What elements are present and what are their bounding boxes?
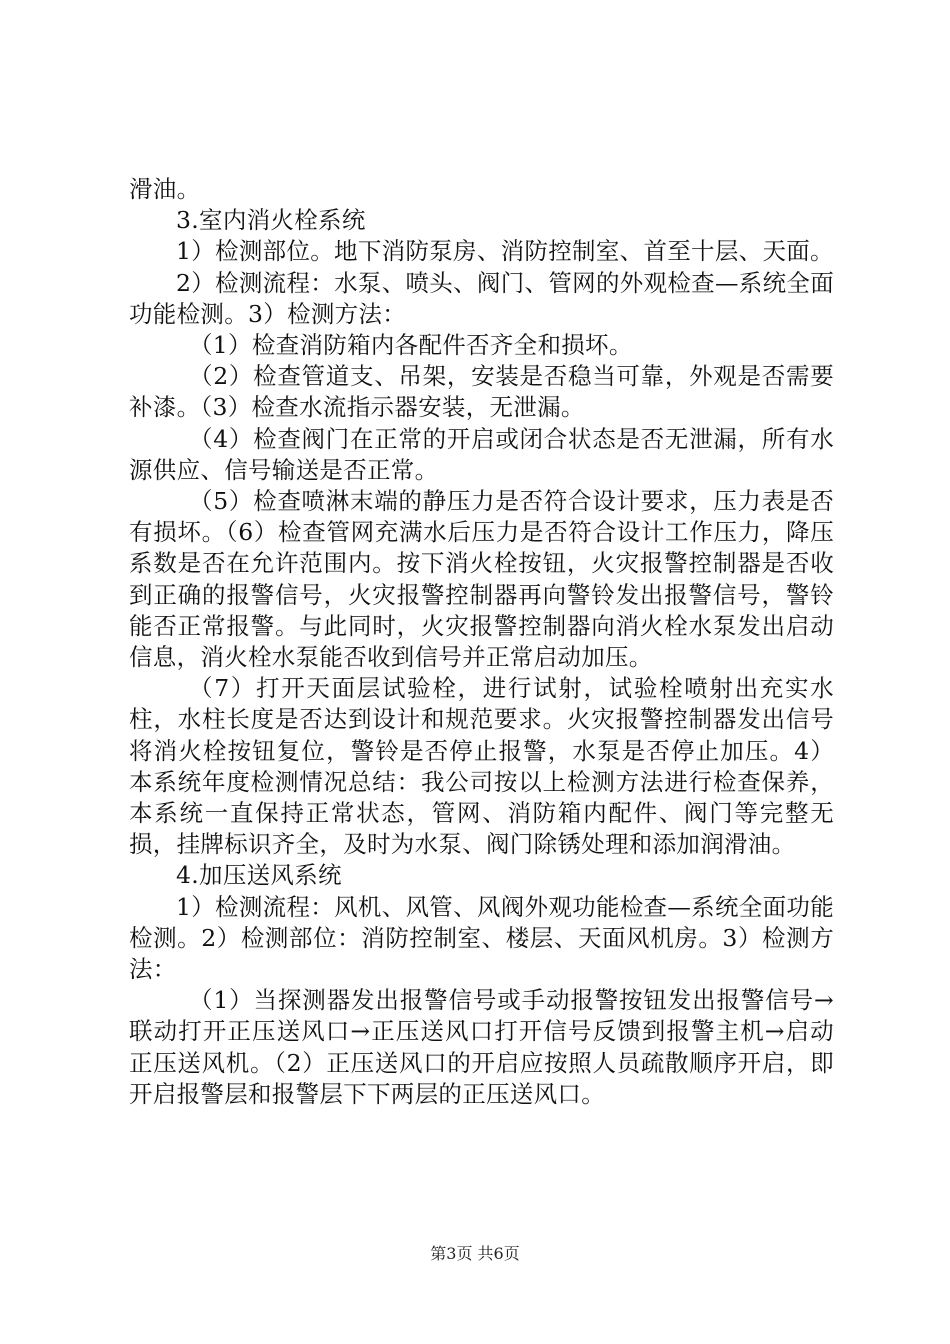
list-item-5-6: （5）检查喷淋末端的静压力是否符合设计要求，压力表是否有损坏。（6）检查管网充满水后压力是否符合设计工作压力，降压系数是否在允许范围内。按下消火栓按钮，火灾报警控制器是否收到正确的报警信号，火灾报警控制器再向警铃发出报警信号，警铃能否正常报警。与此同时，火灾报警控制器向消火栓水泵发出启动信息，消火栓水泵能否收到信号并正常启动加压。 [129, 487, 834, 672]
paragraph-continuation: 滑油。 [129, 175, 201, 203]
paragraph-air-process: 1）检测流程：风机、风管、风阀外观功能检查—系统全面功能检测。2）检测部位：消防控制室、楼层、天面风机房。3）检测方法： [129, 892, 834, 984]
page-number-footer: 第3页 共6页 [430, 1244, 520, 1263]
list-item-air-methods: （1）当探测器发出报警信号或手动报警按钮发出报警信号→联动打开正压送风口→正压送风口打开信号反馈到报警主机→启动正压送风机。（2）正压送风口的开启应按照人员疏散顺序开启，即开启报警层和报警层下下两层的正压送风口。 [129, 986, 834, 1108]
document-body [129, 174, 834, 1110]
list-item-2-3: （2）检查管道支、吊架，安装是否稳当可靠，外观是否需要补漆。（3）检查水流指示器安装，无泄漏。 [129, 362, 834, 422]
section-heading-indoor-hydrant: 3.室内消火栓系统 [176, 206, 366, 235]
list-item-1: （1）检查消防箱内各配件否齐全和损坏。 [189, 331, 633, 360]
list-item-4: （4）检查阀门在正常的开启或闭合状态是否无泄漏，所有水源供应、信号输送是否正常。 [129, 424, 834, 484]
list-item-7-summary: （7）打开天面层试验栓，进行试射，试验栓喷射出充实水柱，水柱长度是否达到设计和规范要求。火灾报警控制器发出信号将消火栓按钮复位，警铃是否停止报警，水泵是否停止加压。4）本系统年度检测情况总结：我公司按以上检测方法进行检查保养，本系统一直保持正常状态，管网、消防箱内配件、阀门等完整无损，挂牌标识齐全，及时为水泵、阀门除锈处理和添加润滑油。 [129, 674, 834, 859]
paragraph-inspection-process: 2）检测流程：水泵、喷头、阀门、管网的外观检查—系统全面功能检测。3）检测方法： [129, 268, 834, 328]
paragraph-inspection-locations: 1）检测部位。地下消防泵房、消防控制室、首至十层、天面。 [176, 237, 834, 266]
section-heading-pressurized-air: 4.加压送风系统 [176, 861, 342, 890]
